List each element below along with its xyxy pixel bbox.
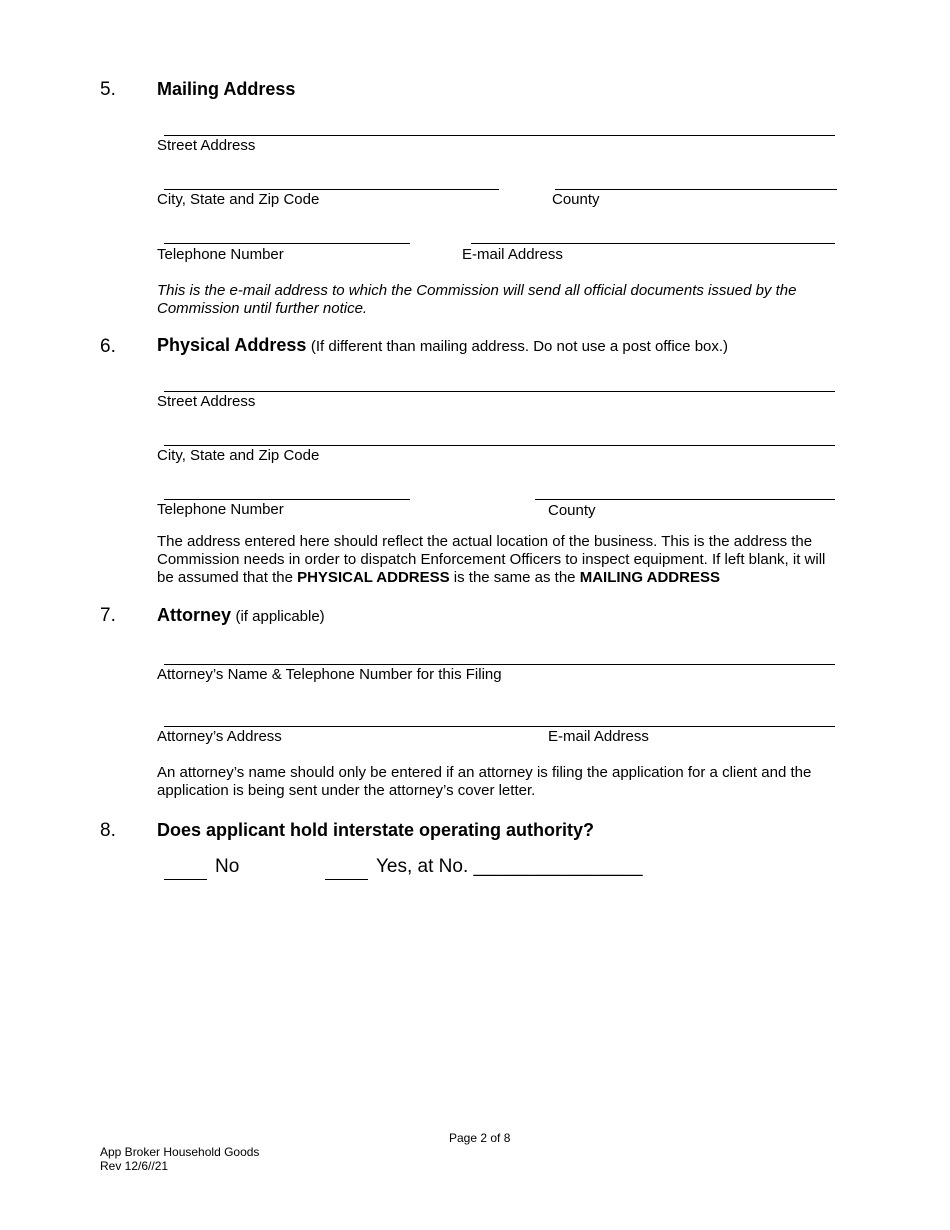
mailing-phone-field[interactable] [164, 243, 410, 244]
physical-phone-label: Telephone Number [157, 501, 284, 518]
section-6-title: Physical Address [157, 335, 307, 355]
physical-note-bold-1: PHYSICAL ADDRESS [297, 569, 450, 586]
mailing-email-field[interactable] [471, 243, 835, 244]
physical-note-text-1: The address entered here should reflect the actual location of the business. This is the address the Commission needs in order to dispatch Enforcement Officers to inspect equipment. If left blank, it will be assumed that the [157, 533, 826, 586]
interstate-no-label: No [215, 856, 240, 877]
attorney-email-label: E-mail Address [548, 728, 649, 745]
interstate-no-checkbox[interactable] [164, 879, 207, 880]
physical-address-note [157, 533, 827, 587]
interstate-yes-label: Yes, at No. ________________ [376, 856, 643, 877]
section-7-heading [157, 605, 325, 626]
physical-phone-field[interactable] [164, 499, 410, 500]
physical-street-field[interactable] [164, 391, 835, 392]
attorney-note: An attorney’s name should only be entered if an attorney is filing the application for a client and the application is being sent under the attorney’s cover letter. [157, 764, 812, 799]
mailing-street-label: Street Address [157, 137, 256, 154]
physical-city-field[interactable] [164, 445, 835, 446]
section-6-number: 6. [100, 336, 116, 357]
page-number: Page 2 of 8 [449, 1131, 511, 1145]
mailing-phone-label: Telephone Number [157, 246, 284, 263]
section-5-title: Mailing Address [157, 79, 296, 99]
physical-note-bold-2: MAILING ADDRESS [579, 569, 720, 586]
physical-city-label: City, State and Zip Code [157, 447, 320, 464]
mailing-email-label: E-mail Address [462, 246, 563, 263]
section-7-subtitle: (if applicable) [235, 608, 325, 625]
physical-county-field[interactable] [535, 499, 835, 500]
mailing-county-field[interactable] [555, 189, 837, 190]
section-8-number: 8. [100, 820, 116, 841]
form-name: App Broker Household Goods [100, 1145, 260, 1159]
section-8-title: Does applicant hold interstate operating authority? [157, 820, 595, 840]
mailing-city-field[interactable] [164, 189, 499, 190]
mailing-street-field[interactable] [164, 135, 835, 136]
section-7-title: Attorney [157, 605, 232, 625]
attorney-name-label: Attorney’s Name & Telephone Number for this Filing [157, 666, 502, 683]
attorney-address-field[interactable] [164, 726, 835, 727]
mailing-email-note: This is the e-mail address to which the Commission will send all official documents issued by the Commission until further notice. [157, 282, 797, 317]
physical-county-label: County [548, 502, 596, 519]
physical-note-text-2: is the same as the [449, 569, 580, 586]
attorney-name-field[interactable] [164, 664, 835, 665]
mailing-county-label: County [552, 191, 600, 208]
section-6-heading [157, 335, 728, 356]
mailing-city-label: City, State and Zip Code [157, 191, 320, 208]
form-revision: Rev 12/6//21 [100, 1159, 169, 1173]
attorney-address-label: Attorney’s Address [157, 728, 282, 745]
section-5-number: 5. [100, 79, 116, 100]
section-7-number: 7. [100, 605, 116, 626]
section-6-subtitle: (If different than mailing address. Do not use a post office box.) [310, 338, 729, 355]
physical-street-label: Street Address [157, 393, 256, 410]
interstate-yes-checkbox[interactable] [325, 879, 368, 880]
